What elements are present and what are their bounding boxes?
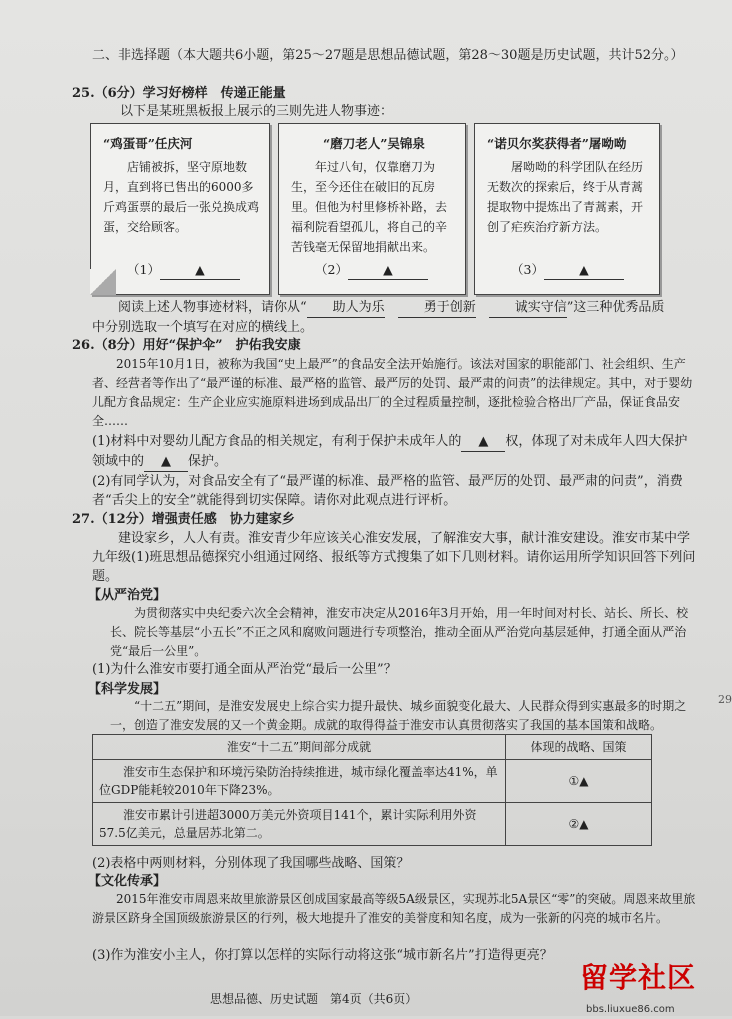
card-1 (90, 123, 270, 295)
q27-intro: 建设家乡，人人有责。淮安青少年应该关心淮安发展，了解淮安大事，献计淮安建设。淮安市某中学九年级(1)班思想品德探究小组通过网络、报纸等方式搜集了如下几则材料。请你运用所学知识回答下列问题。 (92, 531, 696, 584)
table-cell-achievement: 淮安市生态保护和环境污染防治持续推进，城市绿化覆盖率达41%，单位GDP能耗较2010年下降23%。 (93, 760, 506, 803)
q27-question-3: (3)作为淮安小主人，你打算以怎样的实际行动将这张“城市新名片”打造得更亮？ (92, 948, 553, 963)
card-1-text: 店铺被拆，坚守原地数月，直到将已售出的6000多斤鸡蛋票的最后一张兑换成鸡蛋，交给顾客。 (103, 160, 260, 234)
card-2-blank: （2） ▲ (315, 260, 428, 280)
table-header-right: 体现的战略、国策 (506, 735, 652, 760)
q27-question-2: (2)表格中两则材料，分别体现了我国哪些战略、国策？ (92, 856, 410, 871)
table-cell-achievement: 淮安市累计引进超3000万美元外资项目141个，累计实际利用外资57.5亿美元，总量居苏北第二。 (93, 803, 506, 846)
section-header: 二、非选择题（本大题共6小题，第25～27题是思想品德试题，第28～30题是历史试题，共计52分。） (92, 48, 684, 63)
page-curl (90, 269, 116, 295)
table-cell-strategy: ①▲ (506, 760, 652, 803)
card-2 (278, 123, 466, 295)
card-2-title: “磨刀老人”吴锦泉 (323, 136, 425, 151)
q27-para-1: 为贯彻落实中央纪委六次全会精神，淮安市决定从2016年3月开始，用一年时间对村长、站长、所长、校长、院长等基层“小五长”不正之风和腐败问题进行专项整治，推动全面从严治党向基层延伸，打通全面从严治党“最后一公里”。 (110, 606, 689, 658)
card-3-text: 屠呦呦的科学团队在经历无数次的探索后，终于从青蒿提取物中提炼出了青蒿素，开创了疟疾治疗新方法。 (487, 160, 644, 234)
q25-question: 阅读上述人物事迹材料，请你从“ 助人为乐 勇于创新 诚实守信”这三种优秀品质中分别选取一个填写在对应的横线上。 (92, 300, 665, 335)
page-footer: 思想品德、历史试题 第4页（共6页） (210, 992, 418, 1006)
card-3 (474, 123, 660, 295)
q27-para-2: “十二五”期间，是淮安发展史上综合实力提升最快、城乡面貌变化最大、人民群众得到实惠最多的时期之一，创造了淮安发展的又一个黄金期。成就的取得得益于淮安市认真贯彻落实了我国的基本国策和战略。 (110, 699, 687, 732)
side-page-mark: 29 (718, 693, 732, 706)
table-header-left: 淮安“十二五”期间部分成就 (93, 735, 506, 760)
q27-question-1: (1)为什么淮安市要打通全面从严治党“最后一公里”？ (92, 662, 397, 677)
card-1-title: “鸡蛋哥”任庆河 (103, 136, 193, 151)
card-3-title: “诺贝尔奖获得者”屠呦呦 (487, 136, 627, 151)
table-row (93, 760, 652, 803)
card-1-blank: （1） ▲ (127, 260, 240, 280)
watermark-text: 留学社区 (580, 961, 697, 994)
q27-title: 27.（12分）增强责任感 协力建家乡 (72, 512, 295, 527)
q27-heading-3: 【文化传承】 (88, 874, 167, 889)
q25-intro: 以下是某班黑板报上展示的三则先进人物事迹： (120, 104, 394, 119)
q27-para-3: 2015年淮安市周恩来故里旅游景区创成国家最高等级5A级景区，实现苏北5A景区“零”的突破。周恩来故里旅游景区跻身全国顶级旅游景区的行列，极大地提升了淮安的美誉度和知名度，成为一张新的闪亮的城市名片。 (92, 892, 696, 925)
q27-heading-1: 【从严治党】 (88, 588, 167, 603)
table-cell-strategy: ②▲ (506, 803, 652, 846)
watermark-url: bbs.liuxue86.com (586, 1004, 675, 1015)
watermark-logo (560, 961, 732, 1016)
table-row (93, 803, 652, 846)
card-3-blank: （3） ▲ (511, 260, 624, 280)
q27-heading-2: 【科学发展】 (88, 682, 167, 697)
q26-sub2: (2)有同学认为，对食品安全有了“最严谨的标准、最严格的监管、最严厉的处罚、最严肃的问责”，消费者“舌尖上的安全”就能得到切实保障。请你对此观点进行评析。 (92, 474, 683, 508)
card-2-text: 年过八旬，仅靠磨刀为生，至今还住在破旧的瓦房里。但他为村里修桥补路，去福利院看望孤儿，将自己的辛苦钱毫无保留地捐献出来。 (291, 160, 448, 254)
achievement-table (92, 734, 652, 846)
q26-sub1: (1)材料中对婴幼儿配方食品的相关规定，有利于保护未成年人的 ▲ 权，体现了对未成年人四大保护领域中的 ▲ 保护。 (92, 432, 697, 472)
q26-title: 26.（8分）用好“保护伞” 护佑我安康 (72, 338, 301, 353)
q26-para: 2015年10月1日，被称为我国“史上最严”的食品安全法开始施行。该法对国家的职能部门、社会组织、生产者、经营者等作出了“最严谨的标准、最严格的监管、最严厉的处罚、最严肃的问责”的法律规定。其中，对于婴幼儿配方食品规定：生产企业应实施原料进场到成品出厂的全过程质量控制，逐批检验合格出厂产品，保证食品安全…… (92, 357, 693, 428)
q25-title: 25.（6分）学习好榜样 传递正能量 (72, 86, 286, 101)
